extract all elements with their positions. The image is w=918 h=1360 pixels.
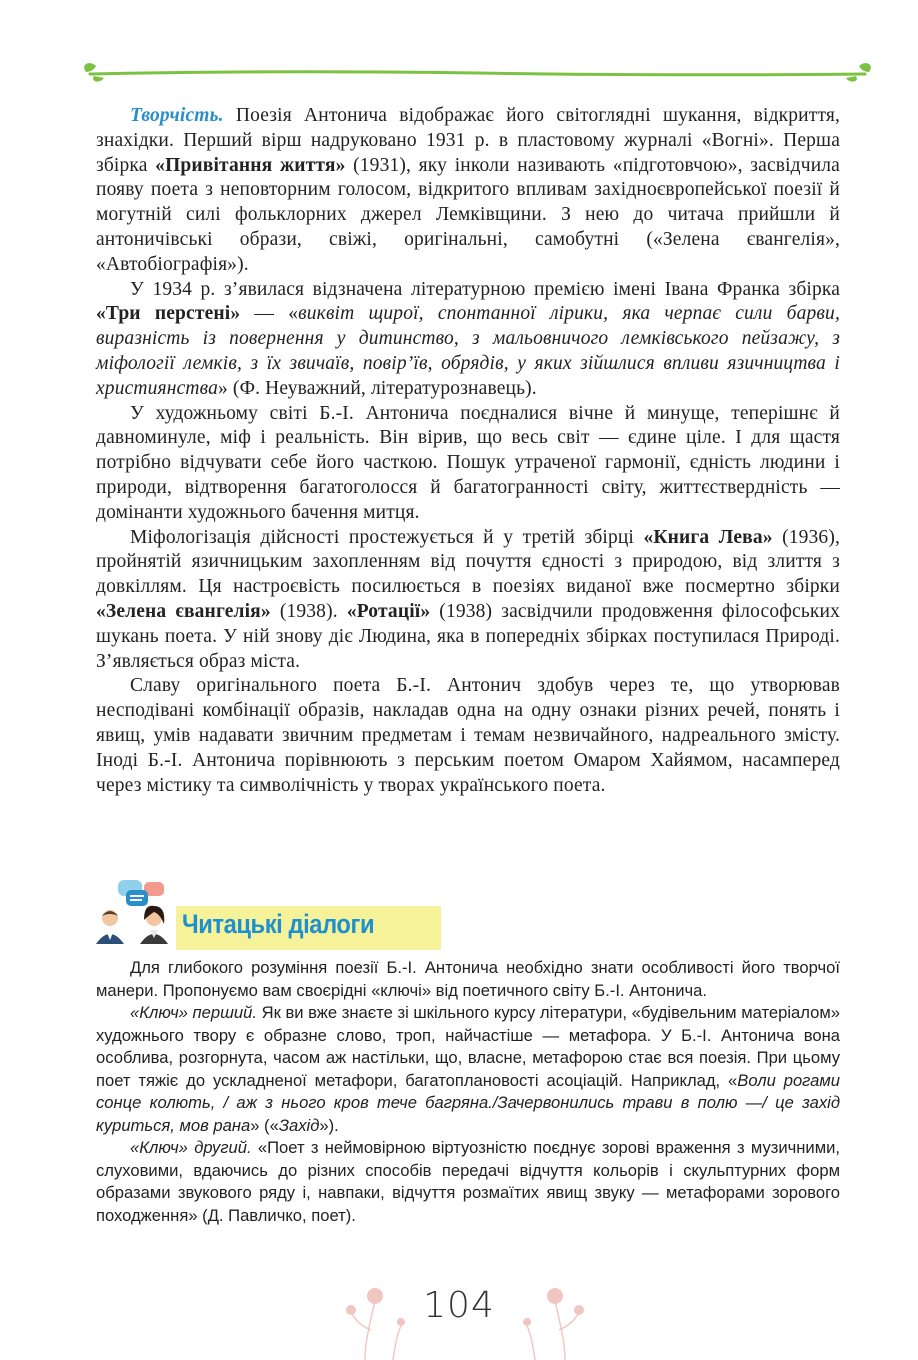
book-title: «Привітання життя» [155, 154, 346, 176]
text-run: »). [319, 1115, 339, 1135]
book-title: «Зелена євангелія» [96, 600, 271, 622]
article-paragraph [96, 278, 840, 402]
vine-divider-icon [80, 60, 875, 84]
italic-text: Захід [278, 1115, 320, 1135]
article-paragraph [96, 104, 840, 278]
text-run: «Поет з неймовірною віртуозністю поєднує зорові враження з музичними, слуховими, вдаючись до різних способів передачі відчуття кольорів і скульптурних форм образами звукового ряду і, навпаки, відчуття розмаїтих явищ звуку — метафорами зорового походження» (Д. Павличко, поет). [96, 1138, 840, 1225]
dialog-section-text [96, 957, 840, 1227]
text-run: Поезія Антонича відображає його світоглядні шукання, відкриття, знахідки. Перший вірш надруковано 1931 р. в пластовому журналі «Вогні». Перша збірка [96, 105, 840, 176]
text-run: У 1934 р. з’явилася відзначена літературною премією імені Івана Франка збірка [130, 278, 840, 300]
text-run: Міфологізація дійсності простежується й у третій збірці [130, 526, 644, 548]
italic-text: Воли рогами сонце колють, / аж з нього кров тече багряна./Зачервонились трави в полю —/ це захід куриться, мов рана [96, 1070, 841, 1135]
text-run: (1938) засвідчили продовження філософських шукань поета. У ній знову діє Людина, яка в попередніх збірках поступилася Природі. З’являється образ міста. [96, 600, 840, 672]
paragraph-lead-term: Творчість. [130, 105, 224, 126]
text-run: Славу оригінального поета Б.-І. Антонич здобув через те, що утворював несподівані комбінації образів, накладав одна на одну ознаки різних речей, понять і явищ, умів надавати звичним предметам і темам незвичайного, надреального змісту. Іноді Б.-І. Антонича порівнюють з перським поетом Омаром Хайямом, насамперед через містику та символічність у творах українського поета. [96, 675, 840, 796]
dialog-paragraph [96, 1002, 840, 1137]
book-title: «Три перстені» [96, 303, 241, 325]
dialog-paragraph [96, 1137, 840, 1227]
text-run: (1938). [270, 600, 347, 622]
text-run: У художньому світі Б.-І. Антонича поєдналися вічне й минуще, теперішнє й давноминуле, міф і реальність. Він вірив, що весь світ — єдине ціле. І для щастя потрібно відчувати себе його часткою. Пошук утраченої гармонії, єдність людини і природи, відтворення багатоголосся й багатогранності світу, життєствердність — домінанти художнього бачення митця. [96, 402, 840, 523]
page-number: 104 [423, 1285, 495, 1326]
dialog-paragraph [96, 957, 840, 1002]
text-run: » (Ф. Неуважний, літературознавець). [218, 377, 537, 399]
text-run: — « [240, 303, 299, 325]
text-run: Для глибокого розуміння поезії Б.-І. Антонича необхідно знати особливості його творчої манери. Пропонуємо вам своєрідні «ключі» від поетичного світу Б.-І. Антонича. [96, 958, 840, 1000]
italic-text: «Ключ» перший. [130, 1003, 257, 1022]
text-run: » (« [250, 1115, 279, 1135]
book-title: «Ротації» [346, 600, 431, 622]
article-paragraph [96, 526, 840, 675]
section-title: Читацькі діалоги [182, 909, 375, 939]
article-paragraph [96, 402, 840, 526]
main-article-text [96, 104, 840, 798]
text-run: (1936), пройнятій язичницьким захопленням від почуття єдності з природою, від злиття з довкіллям. Ця настроєвість посилюється в поезіях виданої вже посмертно збірки [96, 526, 840, 598]
italic-text: «Ключ» другий. [130, 1138, 252, 1157]
text-run: Як ви вже знаєте зі шкільного курсу літератури, «будівельним матеріалом» художнього твору є образне слово, троп, найчастіше — метафора. У Б.-І. Антонича вона особлива, розгорнута, часом аж настільки, що, власне, метафорою стає вся поезія. При цьому поет тяжіє до ускладненої метафори, багатоплановості асоціацій. Наприклад, « [96, 1003, 840, 1090]
italic-text: виквіт щирої, спонтанної лірики, яка черпає сили барви, виразність із повернення у дитинство, з мальовничого лемківського пейзажу, з міфології лемків, з їх звичаїв, повір’їв, обрядів, у яких зійшлися впливи язичництва і християнства [96, 303, 840, 399]
section-heading-block [96, 878, 446, 950]
text-run: (1931), яку інколи називають «підготовчою», засвідчила появу поета з неповторним голосом, відкритого впливам західноєвропейської поезії й могутній силі фольклорних джерел Лемківщини. З нею до читача прийшли й антоничівські образи, свіжі, оригінальні, самобутні («Зелена євангелія», «Автобіографія»). [96, 154, 840, 275]
article-paragraph [96, 674, 840, 798]
dialog-people-icon [96, 878, 176, 948]
book-title: «Книга Лева» [643, 526, 773, 548]
